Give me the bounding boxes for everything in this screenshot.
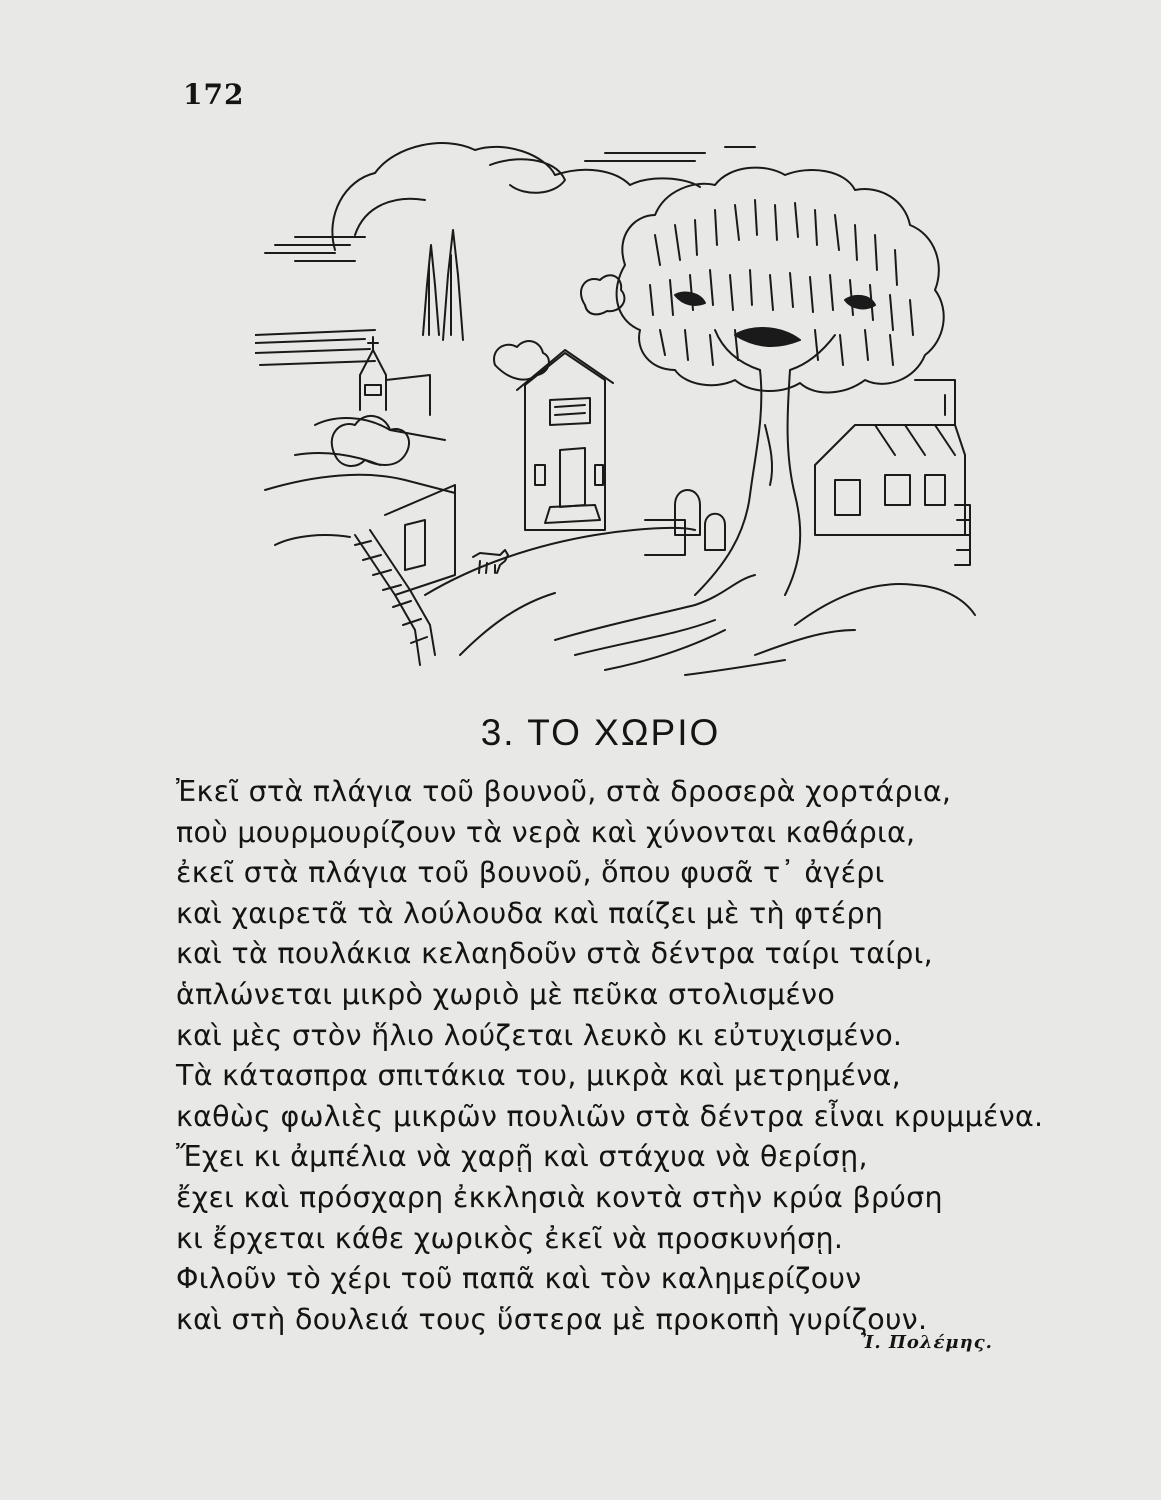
poem-line: ἁπλώνεται μικρὸ χωριὸ μὲ πεῦκα στολισμένο [176,977,836,1011]
poem-line: ποὺ μουρμουρίζουν τὰ νερὰ καὶ χύνονται καθάρια, [176,815,916,849]
central-house [525,353,605,530]
poem-line: καὶ στὴ δουλειά τους ὕστερα μὲ προκοπὴ γυρίζουν. [176,1302,928,1336]
church [360,350,386,410]
poem-line: κι ἔρχεται κάθε χωρικὸς ἐκεῖ νὰ προσκυνήσῃ. [176,1221,844,1255]
page-number: 172 [183,78,245,111]
poem [176,772,1136,1340]
road [425,528,695,595]
poem-line: Φιλοῦν τὸ χέρι τοῦ παπᾶ καὶ τὸν καλημερίζουν [176,1262,862,1296]
poem-line: καὶ τὰ πουλάκια κελαηδοῦν στὰ δέντρα ταίρι ταίρι, [176,937,933,971]
tree-foliage [617,168,944,393]
cypress-trees [423,245,439,335]
poem-line: ἐκεῖ στὰ πλάγια τοῦ βουνοῦ, ὅπου φυσᾶ τ᾿ ἀγέρι [176,856,885,890]
author-signature: Ἰ. Πολέμης. [862,1332,993,1353]
poem-line: καὶ χαιρετᾶ τὰ λούλουδα καὶ παίζει μὲ τὴ φτέρη [176,896,884,930]
poem-line: Ἐκεῖ στὰ πλάγια τοῦ βουνοῦ, στὰ δροσερὰ χορτάρια, [176,775,952,808]
poem-line: ἔχει καὶ πρόσχαρη ἐκκλησιὰ κοντὰ στὴν κρύα βρύση [176,1180,943,1214]
poem-line: Ἔχει κι ἀμπέλια νὰ χαρῇ καὶ στάχυα νὰ θερίσῃ, [176,1140,868,1174]
chapter-title: 3. ΤΟ ΧΩΡΙΟ [480,712,721,753]
poem-line: καὶ μὲς στὸν ἥλιο λούζεται λευκὸ κι εὐτυχισμένο. [176,1018,903,1052]
village-illustration [255,125,980,690]
tree-trunk [695,370,761,595]
poem-line: καθὼς φωλιὲς μικρῶν πουλιῶν στὰ δέντρα εἶναι κρυμμένα. [176,1099,1044,1133]
poem-line: Τὰ κάτασπρα σπιτάκια του, μικρὰ καὶ μετρημένα, [176,1059,901,1093]
dog [473,550,508,573]
